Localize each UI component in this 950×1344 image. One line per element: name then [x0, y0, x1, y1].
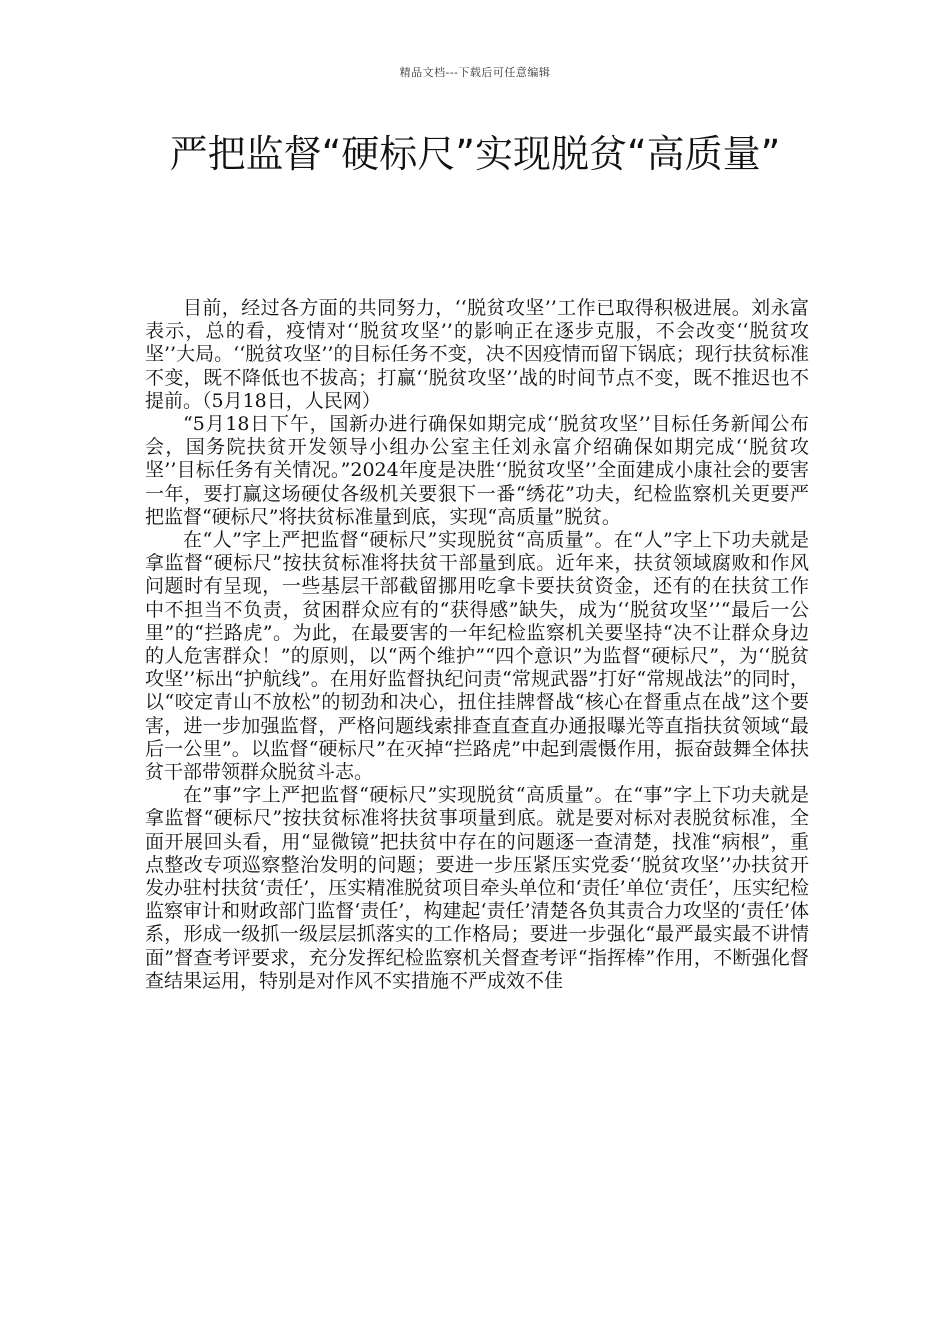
body-paragraph: “5月18日下午，国新办进行确保如期完成‘‘脱贫攻坚’’目标任务新闻公布会，国务院扶贫开发领导小组办公室主任刘永富介绍确保如期完成‘‘脱贫攻坚’’目标任务有关情况。”2024年度是决胜‘‘脱贫攻坚’’全面建成小康社会的要害一年，要打赢这场硬仗各级机关要狠下一番“绣花”功夫，纪检监察机关更要严把监督“硬标尺”将扶贫标准量到底，实现“高质量”脱贫。 — [145, 413, 809, 528]
document-body — [145, 297, 809, 993]
header-note: 精品文档---下载后可任意编辑 — [399, 66, 551, 79]
body-paragraph: 在”事”字上严把监督“硬标尺”实现脱贫“高质量”。在“事”字上下功夫就是拿监督“硬标尺”按扶贫标准将扶贫事项量到底。就是要对标对表脱贫标准，全面开展回头看，用“显微镜”把扶贫中存在的问题逐一查清楚，找准“病根”，重点整改专项巡察整治发明的问题；要进一步压紧压实党委‘‘脱贫攻坚’’办扶贫开发办驻村扶贫‘责任’，压实精准脱贫项目牵头单位和‘责任’单位‘责任’，压实纪检监察审计和财政部门监督‘责任’，构建起‘责任’清楚各负其责合力攻坚的‘责任’体系，形成一级抓一级层层抓落实的工作格局；要进一步强化“最严最实最不讲情面”督查考评要求，充分发挥纪检监察机关督查考评“指挥棒”作用，不断强化督查结果运用，特别是对作风不实措施不严成效不佳 — [145, 784, 809, 992]
body-paragraph: 目前，经过各方面的共同努力，‘‘脱贫攻坚’’工作已取得积极进展。刘永富表示，总的看，疫情对‘‘脱贫攻坚’’的影响正在逐步克服，不会改变‘‘脱贫攻坚’’大局。‘‘脱贫攻坚’’的目标任务不变，决不因疫情而留下锅底；现行扶贫标准不变，既不降低也不拔高；打赢‘‘脱贫攻坚’’战的时间节点不变，既不推迟也不提前。（5月18日，人民网） — [145, 297, 809, 412]
body-paragraph: 在“人”字上严把监督“硬标尺”实现脱贫“高质量”。在“人”字上下功夫就是拿监督“硬标尺”按扶贫标准将扶贫干部量到底。近年来，扶贫领域腐败和作风问题时有呈现，一些基层干部截留挪用吃拿卡要扶贫资金，还有的在扶贫工作中不担当不负责，贫困群众应有的“获得感”缺失，成为‘‘脱贫攻坚’’“最后一公里”的“拦路虎”。为此，在最要害的一年纪检监察机关要坚持“决不让群众身边的人危害群众！”的原则，以“两个维护”“四个意识”为监督“硬标尺”，为‘‘脱贫攻坚’’标出“护航线”。在用好监督执纪问责“常规武器”打好“常规战法”的同时，以“咬定青山不放松”的韧劲和决心，扭住挂牌督战“核心在督重点在战”这个要害，进一步加强监督，严格问题线索排查直查直办通报曝光等直指扶贫领域“最后一公里”。以监督“硬标尺”在灭掉“拦路虎”中起到震慑作用，振奋鼓舞全体扶贫干部带领群众脱贫斗志。 — [145, 529, 809, 784]
document-title: 严把监督“硬标尺”实现脱贫“高质量” — [169, 132, 781, 176]
